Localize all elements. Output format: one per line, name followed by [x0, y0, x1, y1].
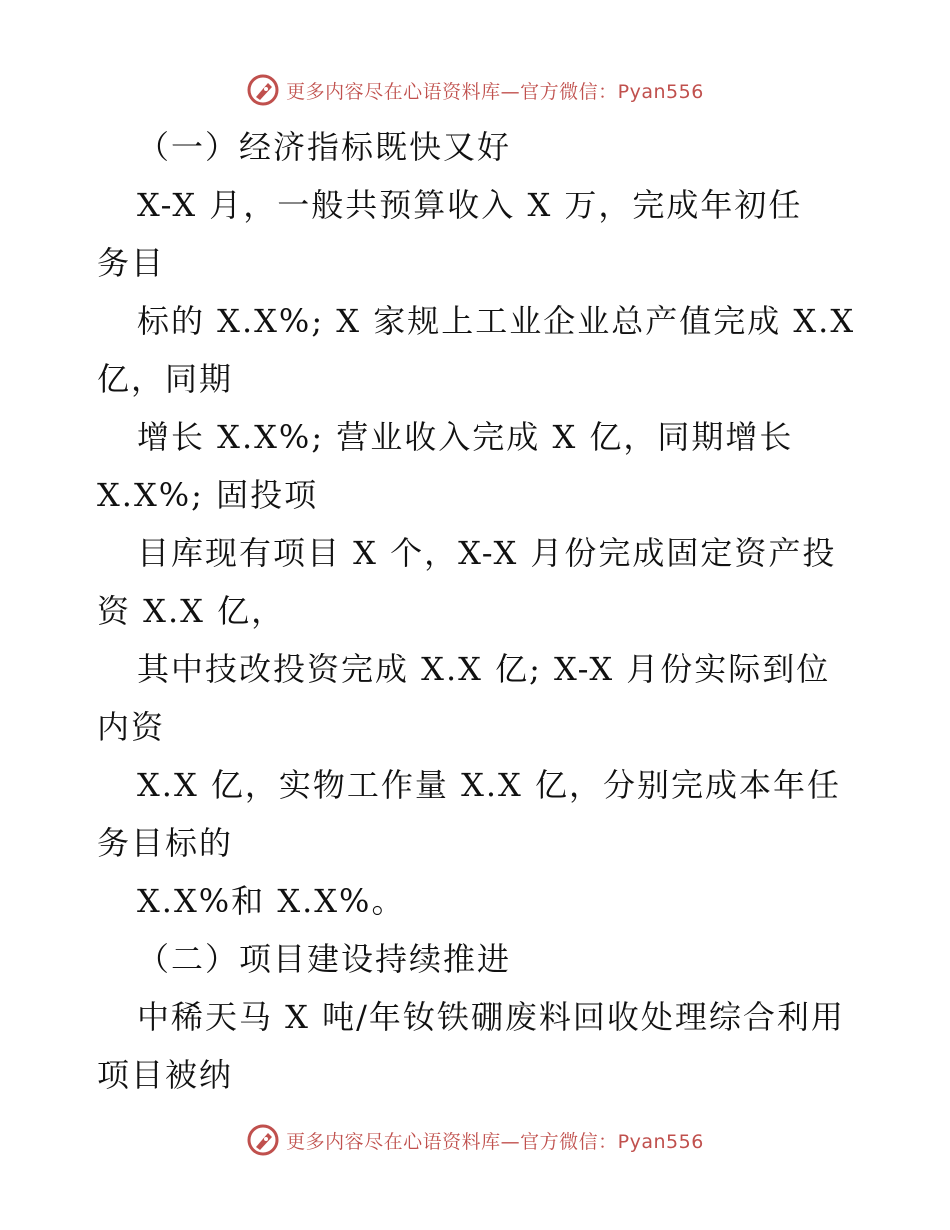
- text-line: 务目标的: [97, 824, 234, 862]
- footer-watermark-text: 更多内容尽在心语资料库—官方微信：Pyan556: [286, 1130, 704, 1153]
- text-line: 务目: [97, 244, 166, 282]
- text-line: X.X%; 固投项: [97, 476, 319, 514]
- header-watermark: [0, 70, 950, 110]
- text-line: X-X 月，一般共预算收入 X 万，完成年初任: [137, 186, 803, 224]
- text-line: 标的 X.X%; X 家规上工业企业总产值完成 X.X: [137, 302, 856, 340]
- pen-nib-circle-icon: [246, 1123, 280, 1157]
- text-line: （一）经济指标既快又好: [137, 128, 512, 166]
- text-line: 资 X.X 亿，: [97, 592, 286, 630]
- document-body: [97, 118, 857, 1104]
- pen-nib-circle-icon: [246, 73, 280, 107]
- text-line: 目库现有项目 X 个，X-X 月份完成固定资产投: [137, 534, 837, 572]
- text-line: 增长 X.X%; 营业收入完成 X 亿，同期增长: [137, 418, 794, 456]
- text-line: 其中技改投资完成 X.X 亿; X-X 月份实际到位: [137, 650, 831, 688]
- text-line: 项目被纳: [97, 1056, 234, 1094]
- text-line: X.X%和 X.X%。: [137, 882, 406, 920]
- header-watermark-text: 更多内容尽在心语资料库—官方微信：Pyan556: [286, 80, 704, 103]
- text-line: 中稀天马 X 吨/年钕铁硼废料回收处理综合利用: [137, 998, 845, 1036]
- text-line: X.X 亿，实物工作量 X.X 亿，分别完成本年任: [137, 766, 841, 804]
- text-line: 内资: [97, 708, 166, 746]
- text-line: （二）项目建设持续推进: [137, 940, 512, 978]
- footer-watermark: [0, 1120, 950, 1160]
- text-line: 亿，同期: [97, 360, 234, 398]
